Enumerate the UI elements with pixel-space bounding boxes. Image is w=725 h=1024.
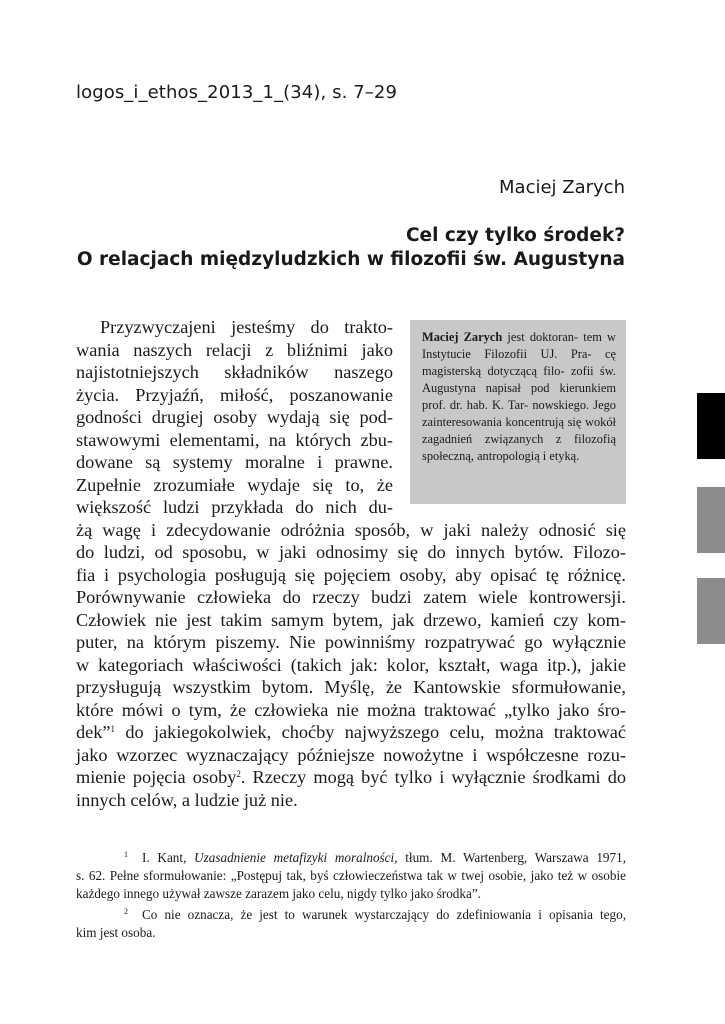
body-line: do ludzi, od sposobu, w jaki odnosimy się do innych bytów. Filozo- [76, 542, 626, 562]
body-line: Człowiek nie jest takim samym bytem, jak drzewo, kamień czy kom- [76, 609, 626, 630]
footnote-1-line [76, 846, 626, 867]
footnote-number: 2 [124, 907, 128, 916]
bio-text: zofii św. Augustyna napisał pod [422, 364, 616, 395]
bio-text: jest doktoran- [502, 330, 579, 344]
body-line: w kategoriach właściwości (takich jak: kolor, kształt, waga itp.), jakie [76, 654, 626, 675]
title-line-2: O relacjach międzyludzkich w filozofii św. Augustyna [76, 249, 625, 270]
bio-text: kierunkiem prof. dr. hab. K. Tar- [422, 381, 616, 412]
section-thumb-tab [697, 578, 725, 644]
bio-text: cę magisterską dotyczącą filo- [422, 347, 616, 378]
body-text: . Rzeczy mogą być tylko i wyłącznie środkami do [240, 767, 626, 787]
body-text: mienie pojęcia osoby [76, 767, 237, 787]
body-line: większość ludzi przykłada do nich du- [76, 497, 393, 517]
bio-text: związanych z filozofią społeczną, [422, 432, 616, 463]
body-line: Przyzwyczajeni jesteśmy do trakto- [100, 317, 393, 337]
footnote-2-line: kim jest osoba. [76, 925, 156, 940]
body-text: do jakiegokolwiek, choćby najwyższego celu, można traktować [115, 722, 626, 742]
body-line: Porównywanie człowieka do rzeczy budzi zatem wiele kontrowersji. [76, 587, 626, 607]
body-line: wania naszych relacji z bliźnimi jako [76, 339, 393, 360]
footnote-number: 1 [124, 850, 128, 859]
footnote-1-line: s. 62. Pełne sformułowanie: „Postępuj tak, byś człowieczeństwa tak w twej osobie, jako też w osobie [76, 868, 626, 883]
body-line: jako wzorzec wyznaczający późniejsze nowożytne i współczesne rozu- [76, 744, 626, 765]
section-thumb-tab [697, 393, 725, 459]
body-line: stawowymi elementami, na których zbu- [76, 429, 393, 450]
body-line: godności drugiej osoby wydają się pod- [76, 407, 393, 427]
body-line: które mówi o tym, że człowieka nie można traktować „tylko jako śro- [76, 699, 626, 720]
footnote-ref-2[interactable]: 2 [236, 769, 241, 779]
body-line: Zupełnie zrozumiałe wydaje się to, że [76, 474, 393, 495]
section-thumb-tab [697, 487, 725, 553]
footnote-1-line: każdego innego używał zawsze zarazem jako celu, nigdy tylko jako środka”. [76, 886, 481, 901]
body-line: dowane są systemy moralne i prawne. [76, 452, 393, 472]
body-line: przysługują wszystkim bytom. Myślę, że Kantowskie sformułowanie, [76, 677, 626, 697]
body-line: żą wagę i zdecydowanie odróżnia sposób, w jaki należy odnosić się [76, 519, 626, 540]
bio-text: tem w Instytucie Filozofii UJ. Pra- [422, 330, 616, 361]
footnote-text: , tłum. M. Wartenberg, Warszawa 1971, [394, 850, 626, 865]
bio-author-name: Maciej Zarych [422, 330, 503, 344]
body-line [76, 721, 626, 744]
body-line: innych celów, a ludzie już nie. [76, 789, 298, 810]
running-head: logos_i_ethos_2013_1_(34), s. 7–29 [76, 82, 397, 103]
footnote-2-line [76, 903, 626, 924]
footnote-ref-1[interactable]: 1 [110, 724, 116, 734]
body-text: dek” [76, 722, 111, 742]
body-line: fia i psychologia posługują się pojęciem osoby, aby opisać tę różnicę. [76, 564, 626, 585]
body-line: najistotniejszych składników naszego [76, 362, 393, 382]
bio-text: nowskiego. Jego zainteresowania [422, 398, 616, 429]
bio-text: antropologią i etyką. [477, 449, 580, 463]
footnote-text: Co nie oznacza, że jest to warunek wystarczający do zdefiniowania i opisania tego, [142, 907, 626, 922]
article-title [65, 224, 625, 272]
bio-text: koncentrują się wokół zagadnień [422, 415, 616, 446]
article-author: Maciej Zarych [499, 177, 625, 198]
footnote-work-title: Uzasadnienie metafizyki moralności [194, 850, 395, 865]
body-line [76, 766, 626, 789]
footnote-text: I. Kant, [142, 850, 195, 865]
body-line: puter, na którym piszemy. Nie powinniśmy rozpatrywać go wyłącznie [76, 632, 626, 652]
footnotes [76, 846, 626, 942]
body-line: życia. Przyjaźń, miłość, poszanowanie [76, 384, 393, 405]
title-line-1: Cel czy tylko środek? [405, 225, 625, 246]
body-paragraph [76, 316, 626, 811]
